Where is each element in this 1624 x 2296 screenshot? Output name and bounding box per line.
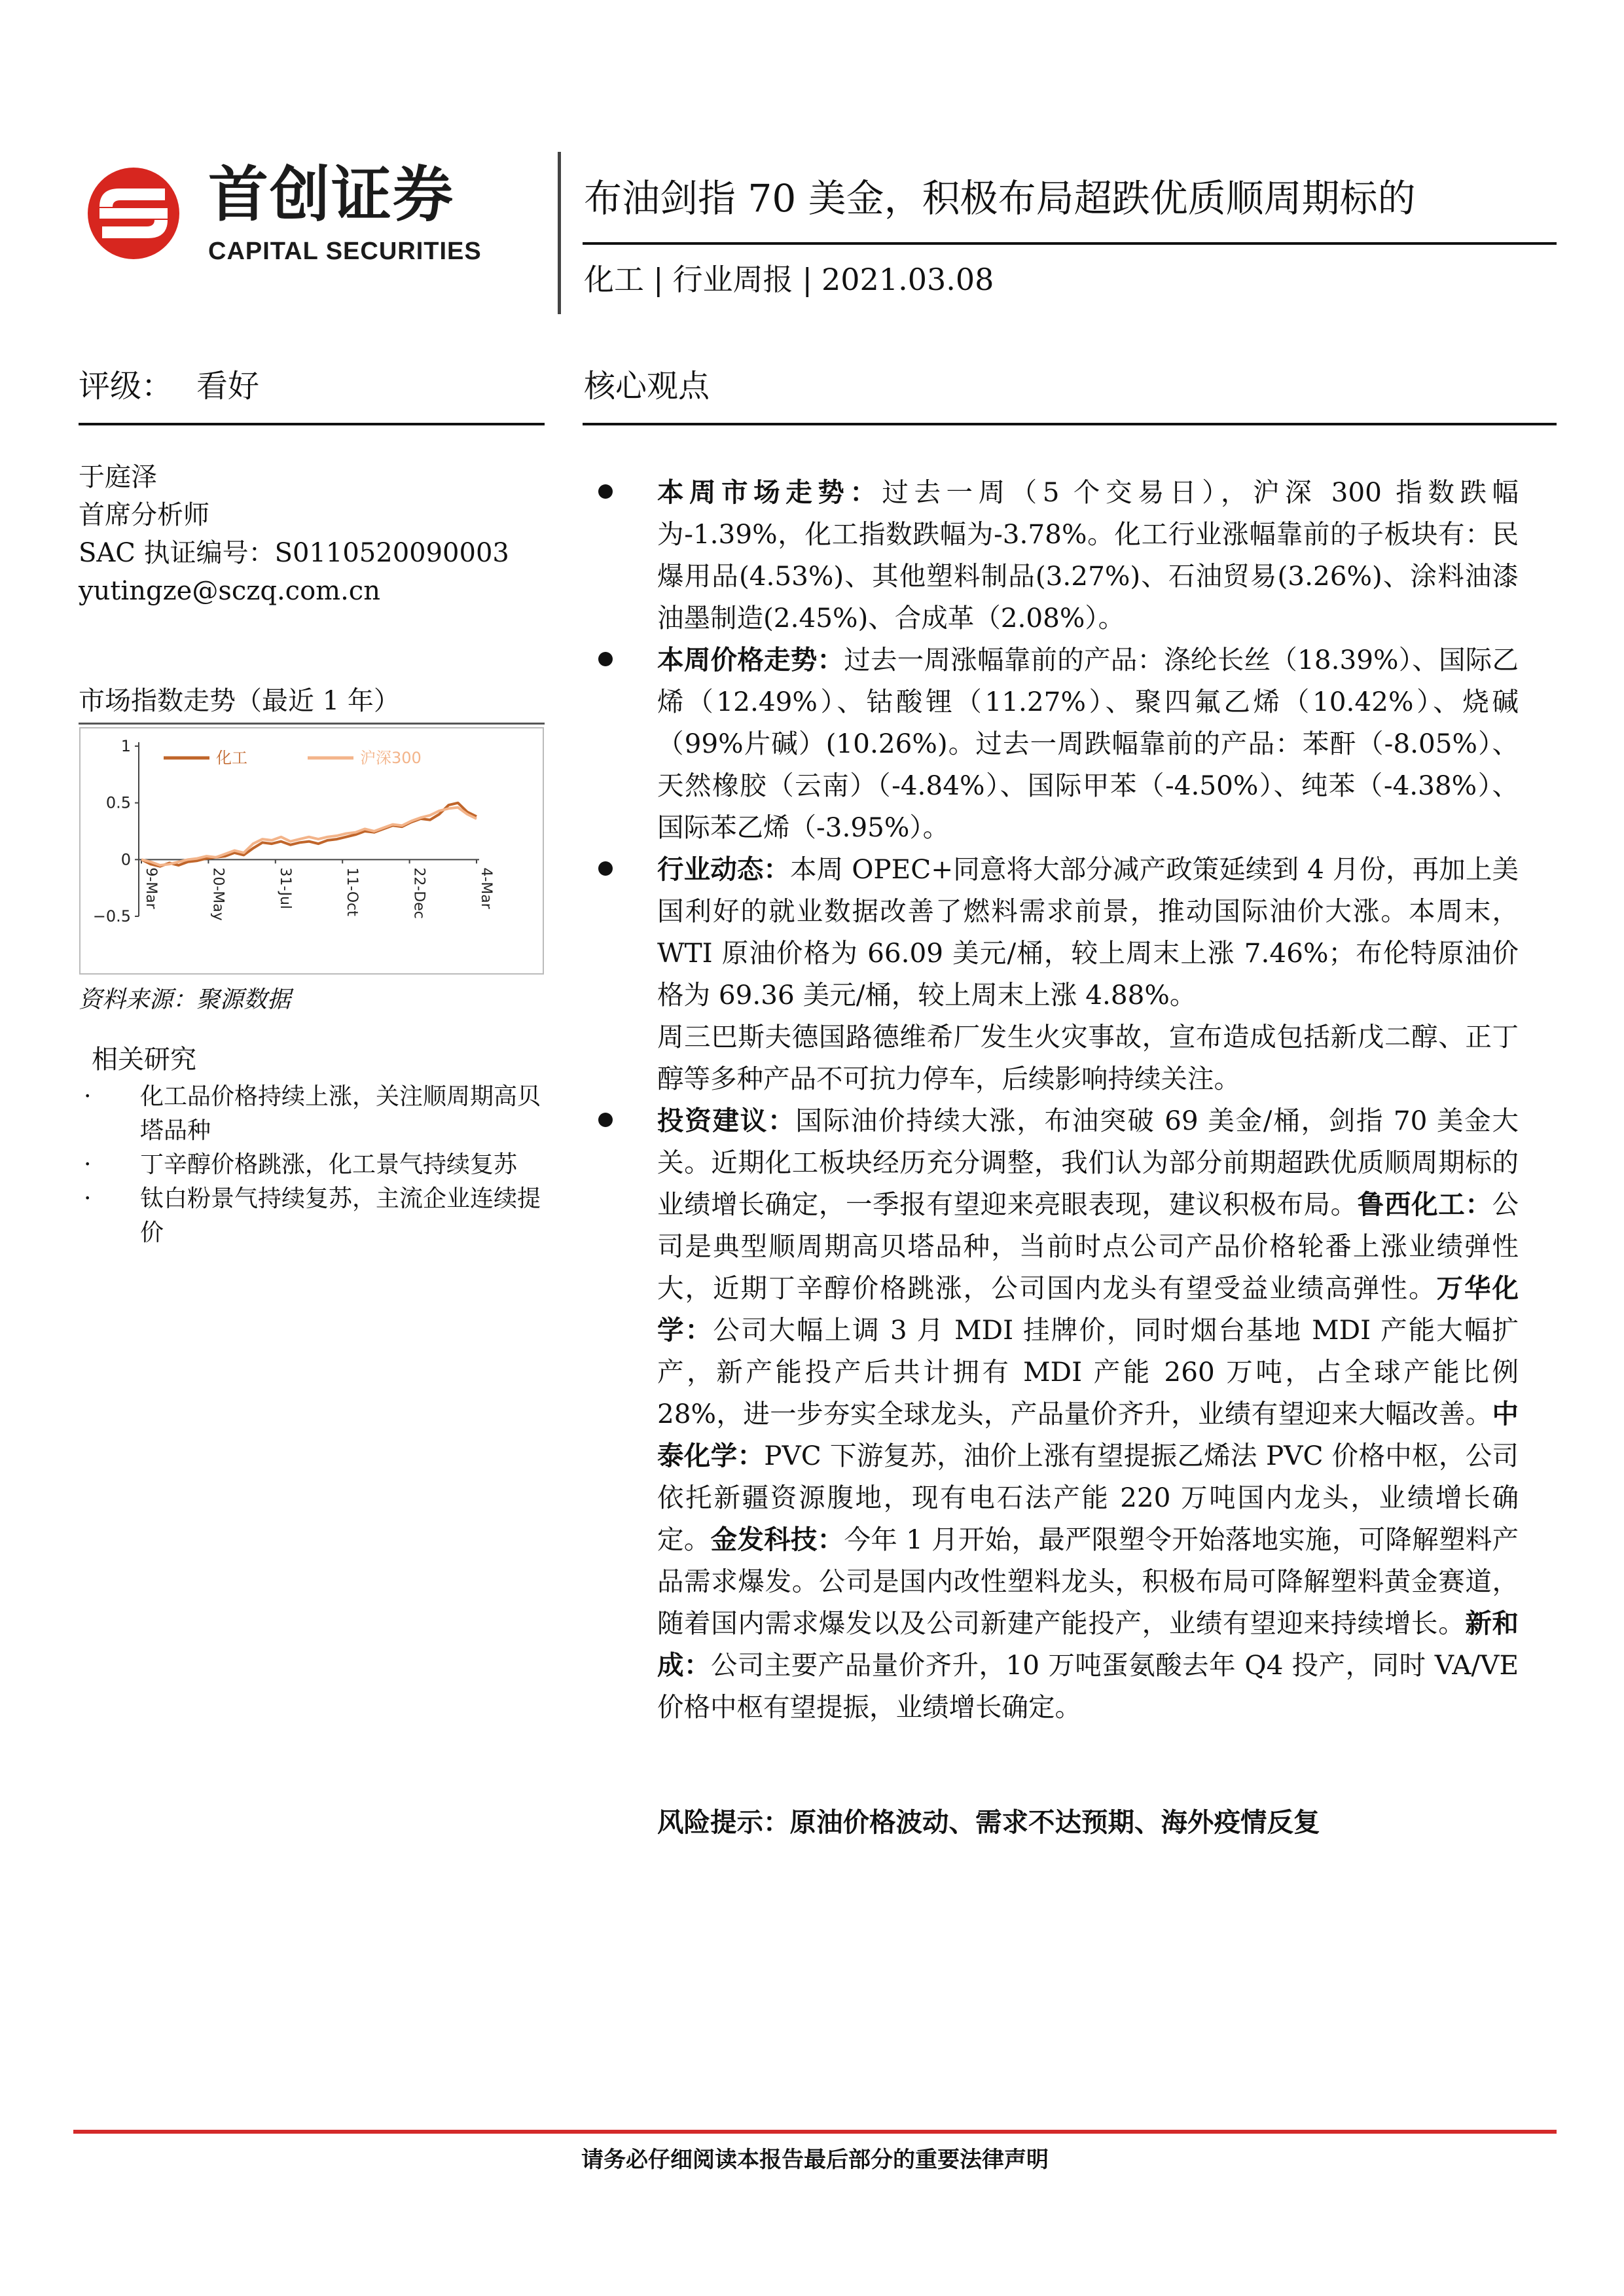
point-text: 本周 OPEC+同意将大部分减产政策延续到 4 月份，再加上美国利好的就业数据改善了燃料需求前景，推动国际油价大涨。本周末，WTI 原油价格为 66.09 美元/桶，较上周末上涨 7.46%；布伦特原油价格为 69.36 美元/桶，较上周末上涨 4.88%。 [657,853,1519,1011]
brand-name-en: CAPITAL SECURITIES [208,238,482,265]
point-investment [584,1100,1519,1728]
point-industry [584,848,1519,1016]
report-type: 行业周报 [672,262,793,297]
chart-frame [80,728,543,974]
report-date: 2021.03.08 [821,262,994,297]
company-text: 公司是典型顺周期高贝塔品种，当前时点公司产品价格轮番上涨业绩弹性大，近期丁辛醇价格跳涨，公司国内龙头有望受益业绩高弹性。 [657,1189,1519,1304]
related-item[interactable] [79,1148,545,1182]
rating-label: 评级： [79,368,173,404]
y-tick-label: 0 [120,850,131,869]
y-tick-label: −0.5 [92,907,131,925]
bullet-icon: · [84,1151,92,1178]
company-text: PVC 下游复苏，油价上涨有望提振乙烯法 PVC 价格中枢，公司依托新疆资源腹地，现有电石法产能 220 万吨国内龙头，业绩增长确定。 [657,1440,1519,1555]
brand-name-cn: 首创证券 [208,160,455,230]
bullet-dot-icon [598,1113,613,1127]
rating-value: 看好 [196,368,260,404]
legend-label: 化工 [216,749,247,767]
company-text: 公司主要产品量价齐升，10 万吨蛋氨酸去年 Q4 投产，同时 VA/VE 价格中枢有望提振，业绩增长确定。 [657,1649,1519,1723]
related-research-list [79,1080,545,1250]
bullet-icon: · [84,1083,92,1110]
chart-title: 市场指数走势（最近 1 年） [79,686,400,716]
core-view-title: 核心观点 [584,368,710,404]
x-tick-label: 22-Dec [410,867,427,919]
related-item-text: 钛白粉景气持续复苏，主流企业连续提价 [140,1185,541,1246]
core-view-rule [583,423,1557,425]
related-research-title: 相关研究 [92,1045,196,1075]
x-tick-label: 20-May [209,867,226,921]
analyst-info [79,458,545,610]
x-tick-label: 31-Jul [276,867,293,910]
license-number: S0110520090003 [274,538,509,568]
analyst-title: 首席分析师 [79,500,209,530]
x-tick-label: 9-Mar [143,867,159,909]
license-label: SAC 执证编号： [79,538,275,568]
y-tick-label: 1 [120,737,131,755]
related-item-text: 丁辛醇价格跳涨，化工景气持续复苏 [140,1151,518,1178]
bullet-dot-icon [598,484,613,499]
point-text: 过去一周（5 个交易日），沪深 300 指数跌幅为-1.39%，化工指数跌幅为-3.78%。化工行业涨幅靠前的子板块有：民爆用品(4.53%)、其他塑料制品(3.27%)、石油贸易(3.26%)、涂料油漆油墨制造(2.45%)、合成革（2.08%）。 [657,476,1519,634]
related-item[interactable] [79,1182,545,1250]
point-label: 行业动态： [657,853,791,885]
y-tick-label: 0.5 [105,793,131,812]
point-label: 投资建议： [657,1105,796,1136]
report-meta [584,257,1369,302]
point-text: 国际油价持续大涨，布油突破 69 美金/桶，剑指 70 美金大关。近期化工板块经历充分调整，我们认为部分前期超跌优质顺周期标的业绩增长确定，一季报有望迎来亮眼表现，建议积极布局。 [657,1105,1519,1220]
header-divider [558,152,561,314]
logo-mark-icon [73,162,198,260]
chart-source: 资料来源：聚源数据 [79,986,291,1013]
point-price [584,639,1519,848]
legal-notice[interactable]: 请务必仔细阅读本报告最后部分的重要法律声明 [581,2147,1049,2173]
footer-rule [73,2130,1557,2134]
point-market [584,471,1519,639]
point-label: 本周市场走势： [657,476,882,508]
point-text: 过去一周涨幅靠前的产品：涤纶长丝（18.39%）、国际乙烯（12.49%）、钴酸锂（11.27%）、聚四氟乙烯（10.42%）、烧碱（99%片碱）(10.26%)。过去一周跌幅靠前的产品：苯酐（-8.05%）、天然橡胶（云南）（-4.84%）、国际甲苯（-4.50%）、纯苯（-4.38%）、国际苯乙烯（-3.95%）。 [657,644,1519,843]
market-index-chart [79,726,545,975]
company-name: 万华化学： [657,1272,1519,1346]
sector-label: 化工 [584,262,644,297]
core-points [584,471,1519,1728]
report-title: 布油剑指 70 美金，积极布局超跌优质顺周期标的 [584,176,1416,221]
risk-warning: 风险提示：原油价格波动、需求不达预期、海外疫情反复 [657,1806,1320,1838]
x-tick-label: 4-Mar [478,867,494,909]
bullet-dot-icon [598,861,613,876]
related-item[interactable] [79,1080,545,1148]
title-rule [583,242,1557,245]
analyst-email[interactable]: yutingze@sczq.com.cn [79,576,380,606]
company-name: 新和成： [657,1607,1519,1681]
company-name: 金发科技： [710,1524,844,1555]
series-line-chem [141,803,477,867]
rating-rule [79,423,545,425]
series-line-csi300 [141,808,477,865]
point-label: 本周价格走势： [657,644,844,675]
rating [79,361,537,411]
company-text: 公司大幅上调 3 月 MDI 挂牌价，同时烟台基地 MDI 产能大幅扩产，新产能投产后共计拥有 MDI 产能 260 万吨，占全球产能比例 28%，进一步夯实全球龙头，产品量价齐升，业绩有望迎来大幅改善。 [657,1314,1519,1429]
bullet-dot-icon [598,652,613,666]
related-item-text: 化工品价格持续上涨，关注顺周期高贝塔品种 [140,1083,541,1144]
chart-rule [79,723,545,725]
bullet-icon: · [84,1185,92,1212]
company-name: 中泰化学： [657,1398,1519,1471]
analyst-name: 于庭泽 [79,462,157,492]
meta-separator: | [653,262,664,297]
company-name: 鲁西化工： [1357,1189,1492,1220]
point-industry-extra: 周三巴斯夫德国路德维希厂发生火灾事故，宣布造成包括新戊二醇、正丁醇等多种产品不可抗力停车，后续影响持续关注。 [657,1021,1519,1094]
company-text: 今年 1 月开始，最严限塑令开始落地实施，可降解塑料产品需求爆发。公司是国内改性塑料龙头，积极布局可降解塑料黄金赛道，随着国内需求爆发以及公司新建产能投产，业绩有望迎来持续增长。 [657,1524,1519,1639]
meta-separator: | [802,262,812,297]
legend-label: 沪深300 [360,749,422,767]
analyst-license [79,534,545,572]
x-tick-label: 11-Oct [344,867,361,916]
